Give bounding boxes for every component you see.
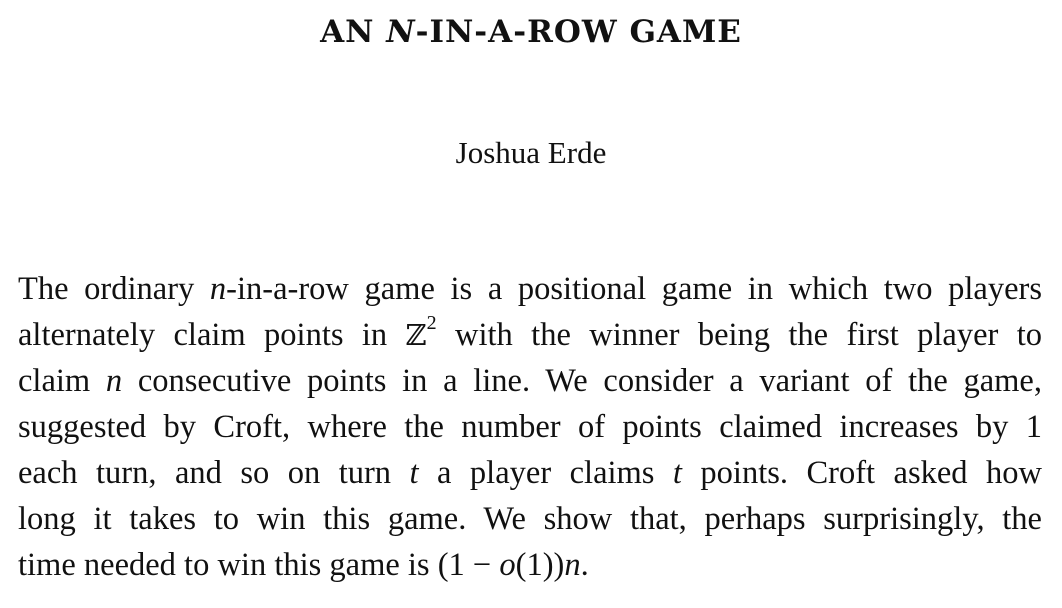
abstract <box>18 266 1042 588</box>
math-integers-symbol: ℤ <box>405 318 427 352</box>
text-span: suggested by Croft, where the number of points claimed increases by 1 <box>18 409 1042 445</box>
text-span: time needed to win this game is <box>18 547 438 583</box>
math-var: n <box>105 363 123 399</box>
paper-title <box>0 10 1062 54</box>
math-var: t <box>672 455 682 491</box>
text-span: -in-a-row game is a positional game in which two players <box>226 271 1042 307</box>
abstract-line <box>18 542 1042 588</box>
title-math-n: N <box>386 14 416 50</box>
math-var: n <box>564 547 581 583</box>
text-span: alternately claim points in <box>18 317 406 353</box>
math-var: o <box>499 547 516 583</box>
text-span: each turn, and so on turn <box>18 455 410 491</box>
abstract-line <box>18 312 1042 358</box>
text-span: points. Croft asked how <box>681 455 1042 491</box>
title-suffix: -IN-A-ROW GAME <box>415 14 742 50</box>
text-span: long it takes to win this game. We show that, perhaps surprisingly, the <box>18 501 1042 537</box>
text-span: . <box>580 547 589 583</box>
math-expr: (1 − <box>437 547 500 583</box>
abstract-line <box>18 358 1042 404</box>
text-span: a player claims <box>418 455 673 491</box>
abstract-line <box>18 404 1042 450</box>
math-exponent: 2 <box>426 312 437 335</box>
math-expr: (1)) <box>515 547 565 583</box>
title-prefix: AN <box>320 14 387 50</box>
math-var: t <box>409 455 419 491</box>
text-span: The ordinary <box>18 271 210 307</box>
author-name: Joshua Erde <box>455 135 607 170</box>
math-var: n <box>209 271 227 307</box>
text-span: with the winner being the first player to <box>436 317 1042 353</box>
abstract-line <box>18 450 1042 496</box>
text-span: consecutive points in a line. We consider a variant of the game, <box>122 363 1042 399</box>
abstract-line <box>18 266 1042 312</box>
abstract-line <box>18 496 1042 542</box>
text-span: claim <box>18 363 106 399</box>
